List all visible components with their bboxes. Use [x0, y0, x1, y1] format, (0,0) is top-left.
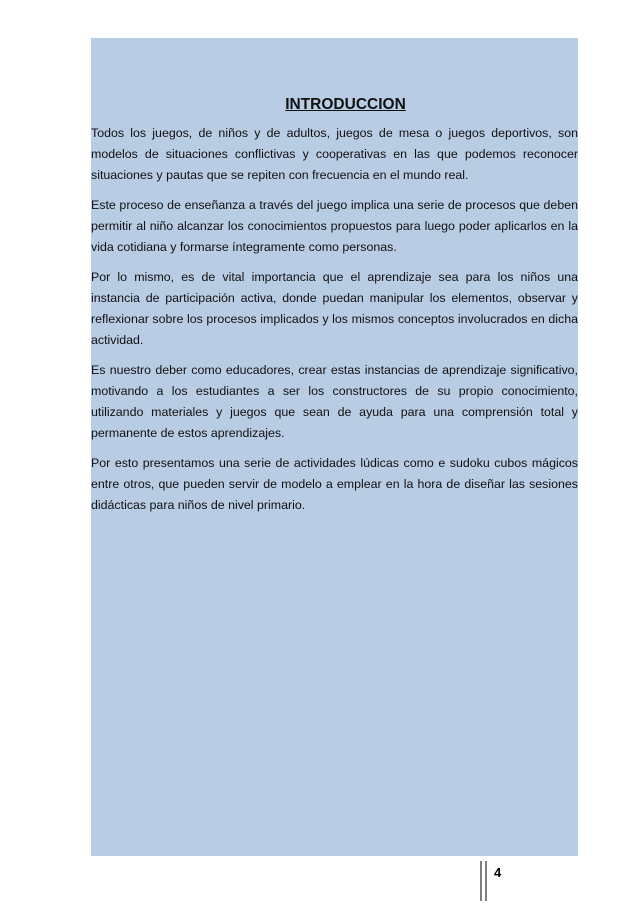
paragraph-1: Todos los juegos, de niños y de adultos, juegos de mesa o juegos deportivos, son modelos de situaciones conflictivas y cooperativas en las que podemos reconocer situaciones y pautas que se repiten con frecuencia en el mundo real. [91, 126, 578, 182]
paragraph-5: Por esto presentamos una serie de actividades lúdicas como e sudoku cubos mágicos entre otros, que pueden servir de modelo a emplear en la hora de diseñar las sesiones didácticas para niños de nivel primario. [91, 456, 578, 512]
page-number: 4 [494, 865, 502, 880]
page-footer [480, 861, 540, 901]
paragraph-3: Por lo mismo, es de vital importancia que el aprendizaje sea para los niños una instancia de participación activa, donde puedan manipular los elementos, observar y reflexionar sobre los procesos implicados y los mismos conceptos involucrados en dicha actividad. [91, 270, 578, 347]
footer-divider [485, 861, 487, 901]
page-title: INTRODUCCION [285, 96, 406, 113]
paragraph-2: Este proceso de enseñanza a través del juego implica una serie de procesos que deben permitir al niño alcanzar los conocimientos propuestos para luego poder aplicarlos en la vida cotidiana y formarse íntegramente como personas. [91, 198, 578, 254]
footer-divider [480, 861, 482, 901]
paragraph-4: Es nuestro deber como educadores, crear estas instancias de aprendizaje significativo, motivando a los estudiantes a ser los constructores de su propio conocimiento, utilizando materiales y juegos que sean de ayuda para una comprensión total y permanente de estos aprendizajes. [91, 363, 578, 440]
page-content [91, 94, 578, 525]
